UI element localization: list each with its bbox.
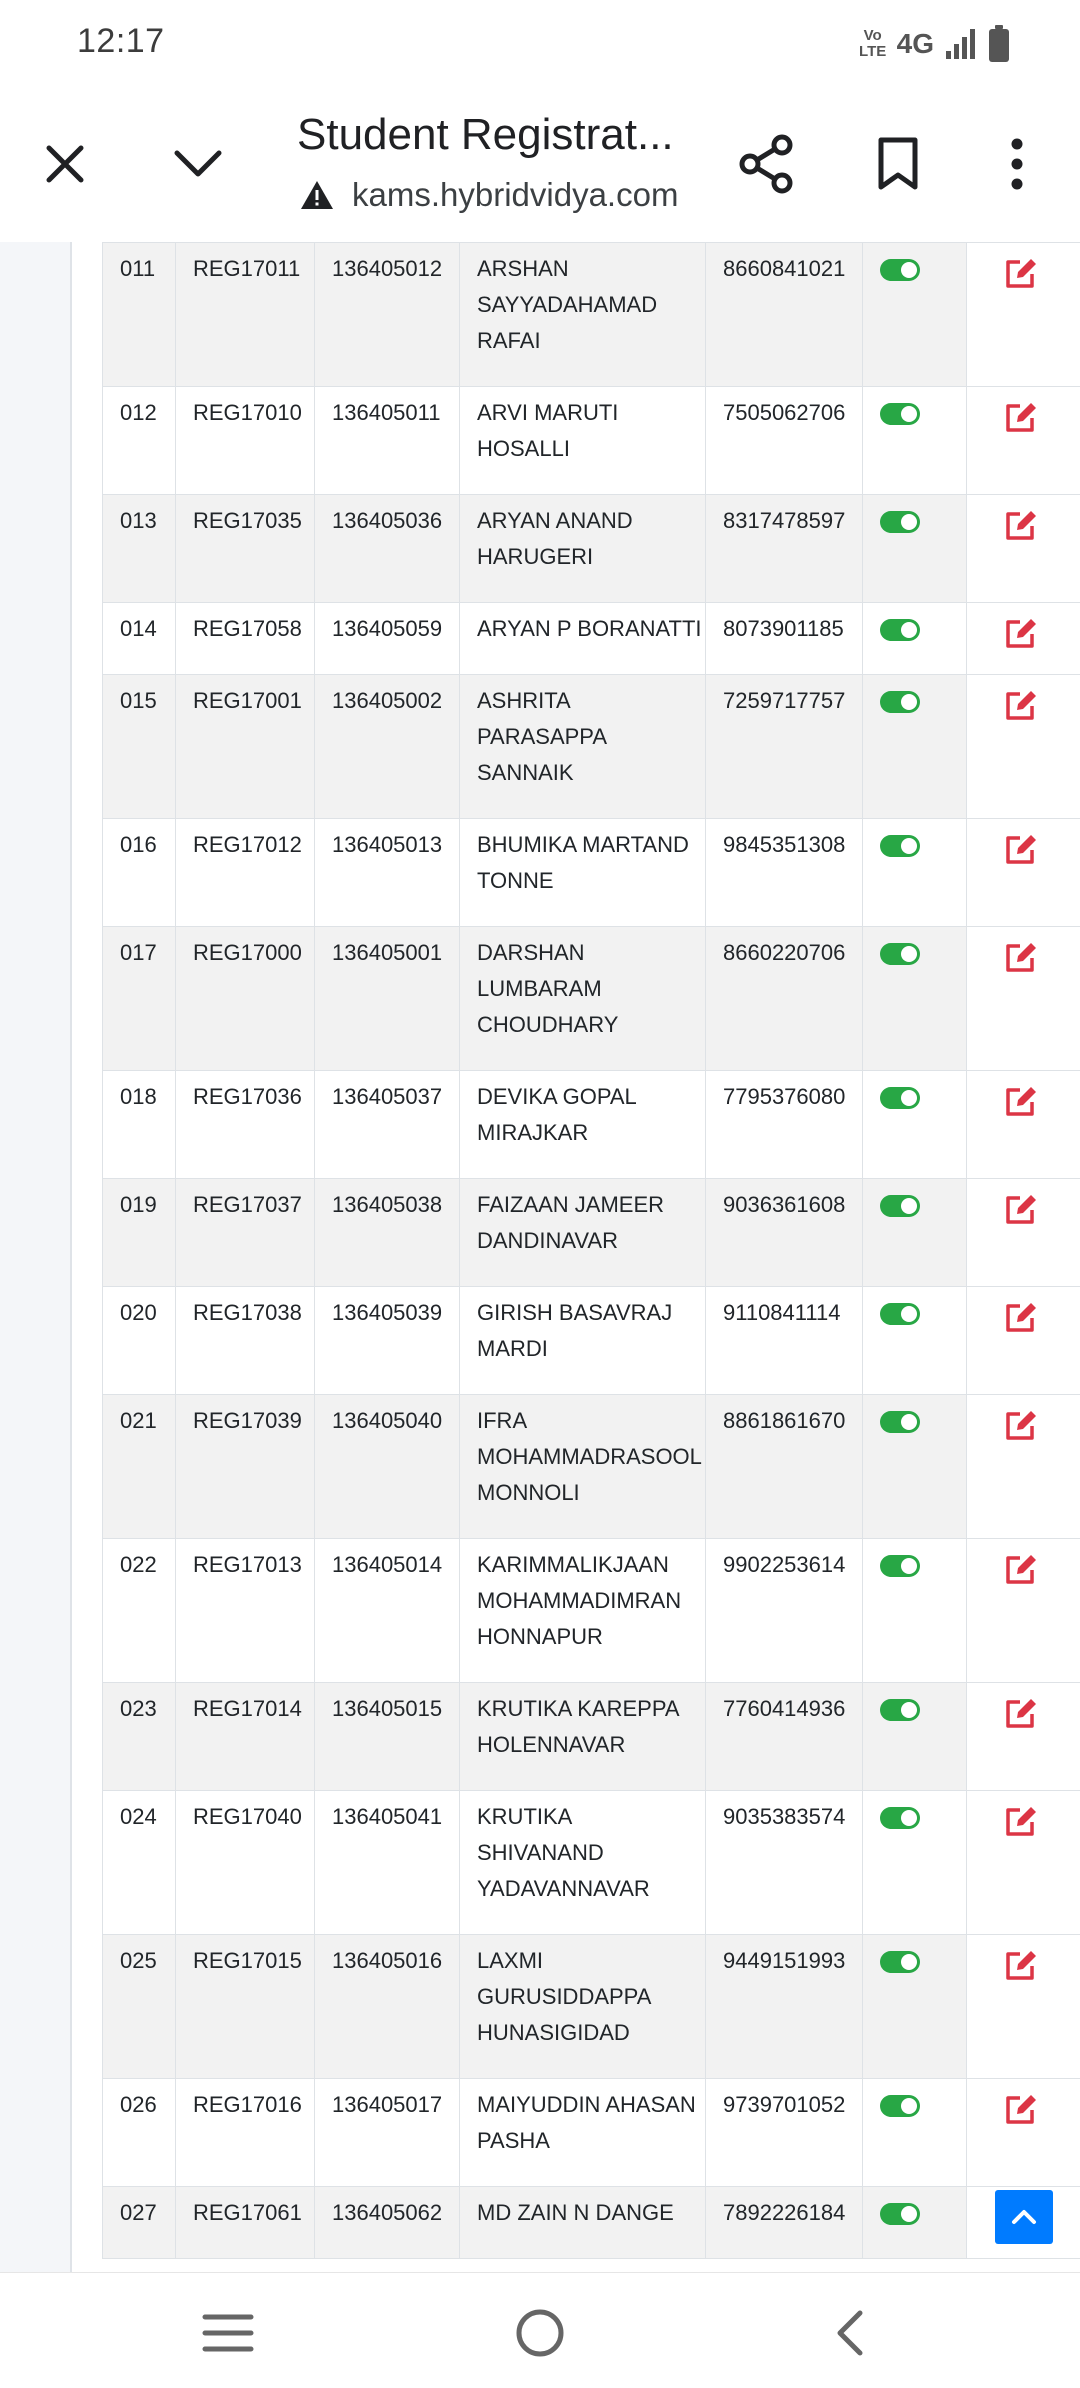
- share-icon: [738, 134, 794, 194]
- table-row: [103, 1287, 1080, 1395]
- student-name-cell: [460, 1683, 706, 1791]
- student-name-line: ARYAN P BORANATTI: [477, 616, 702, 641]
- student-name-line: LUMBARAM: [477, 976, 602, 1001]
- back-chevron-icon: [835, 2310, 865, 2356]
- edit-icon[interactable]: [1004, 1301, 1038, 1344]
- serial-number-cell: 014: [103, 603, 176, 675]
- edit-cell: [967, 1935, 1080, 2079]
- warning-icon: [300, 180, 334, 210]
- serial-number-cell: 024: [103, 1791, 176, 1935]
- home-circle-icon: [515, 2308, 565, 2358]
- table-row: [103, 603, 1080, 675]
- edit-cell: [967, 927, 1080, 1071]
- registration-id-cell: REG17058: [176, 603, 315, 675]
- serial-number-cell: 016: [103, 819, 176, 927]
- student-number-cell: 136405036: [315, 495, 460, 603]
- status-toggle[interactable]: [880, 1411, 920, 1433]
- student-name-line: IFRA: [477, 1408, 528, 1433]
- edit-icon[interactable]: [1004, 833, 1038, 876]
- student-name-line: HONNAPUR: [477, 1624, 603, 1649]
- edit-cell: [967, 387, 1080, 495]
- table-row: [103, 1683, 1080, 1791]
- status-time: 12:17: [77, 22, 165, 60]
- student-name-line: GIRISH BASAVRAJ: [477, 1300, 673, 1325]
- student-number-cell: 136405062: [315, 2187, 460, 2259]
- status-cell: [863, 1071, 967, 1179]
- status-cell: [863, 387, 967, 495]
- status-cell: [863, 927, 967, 1071]
- status-toggle[interactable]: [880, 403, 920, 425]
- phone-cell: 7795376080: [706, 1071, 863, 1179]
- status-cell: [863, 1935, 967, 2079]
- student-number-cell: 136405014: [315, 1539, 460, 1683]
- registration-id-cell: REG17040: [176, 1791, 315, 1935]
- student-number-cell: 136405040: [315, 1395, 460, 1539]
- registration-id-cell: REG17001: [176, 675, 315, 819]
- registration-id-cell: REG17037: [176, 1179, 315, 1287]
- student-name-line: YADAVANNAVAR: [477, 1876, 650, 1901]
- toggle-knob: [901, 622, 917, 638]
- status-toggle[interactable]: [880, 691, 920, 713]
- edit-icon[interactable]: [1004, 1193, 1038, 1236]
- edit-icon[interactable]: [1004, 509, 1038, 552]
- status-toggle[interactable]: [880, 1555, 920, 1577]
- serial-number-cell: 019: [103, 1179, 176, 1287]
- status-cell: [863, 1179, 967, 1287]
- chevron-up-icon: [1011, 2209, 1037, 2225]
- toggle-knob: [901, 514, 917, 530]
- student-name-line: ARVI MARUTI: [477, 400, 619, 425]
- phone-cell: 9036361608: [706, 1179, 863, 1287]
- student-name-line: MIRAJKAR: [477, 1120, 589, 1145]
- status-cell: [863, 1791, 967, 1935]
- status-cell: [863, 819, 967, 927]
- status-toggle[interactable]: [880, 835, 920, 857]
- table-row: [103, 1539, 1080, 1683]
- edit-cell: [967, 1179, 1080, 1287]
- page-url-row[interactable]: [300, 176, 678, 214]
- student-table: [102, 242, 1080, 2259]
- toggle-knob: [901, 1558, 917, 1574]
- edit-icon[interactable]: [1004, 1409, 1038, 1452]
- status-toggle[interactable]: [880, 2095, 920, 2117]
- student-name-cell: [460, 675, 706, 819]
- status-toggle[interactable]: [880, 943, 920, 965]
- student-name-line: MAIYUDDIN AHASAN: [477, 2092, 696, 2117]
- share-button[interactable]: [726, 124, 806, 204]
- student-name-line: HARUGERI: [477, 544, 594, 569]
- edit-cell: [967, 819, 1080, 927]
- registration-id-cell: REG17035: [176, 495, 315, 603]
- edit-icon[interactable]: [1004, 1697, 1038, 1740]
- serial-number-cell: 015: [103, 675, 176, 819]
- registration-id-cell: REG17013: [176, 1539, 315, 1683]
- phone-cell: 8317478597: [706, 495, 863, 603]
- table-row: [103, 675, 1080, 819]
- student-name-line: MONNOLI: [477, 1480, 580, 1505]
- student-name-cell: [460, 603, 706, 675]
- table-row: [103, 927, 1080, 1071]
- phone-cell: 9845351308: [706, 819, 863, 927]
- phone-cell: 8861861670: [706, 1395, 863, 1539]
- registration-id-cell: REG17036: [176, 1071, 315, 1179]
- student-name-line: ARSHAN: [477, 256, 569, 281]
- edit-icon[interactable]: [1004, 1085, 1038, 1128]
- edit-cell: [967, 603, 1080, 675]
- table-row: [103, 387, 1080, 495]
- status-cell: [863, 675, 967, 819]
- status-cell: [863, 1539, 967, 1683]
- status-toggle[interactable]: [880, 1807, 920, 1829]
- minimize-button[interactable]: [158, 124, 238, 204]
- student-name-cell: [460, 495, 706, 603]
- table-row: [103, 1935, 1080, 2079]
- student-name-cell: [460, 1287, 706, 1395]
- serial-number-cell: 012: [103, 387, 176, 495]
- recents-menu-icon: [202, 2312, 254, 2354]
- serial-number-cell: 027: [103, 2187, 176, 2259]
- registration-id-cell: REG17014: [176, 1683, 315, 1791]
- edit-icon[interactable]: [1004, 2093, 1038, 2136]
- student-number-cell: 136405015: [315, 1683, 460, 1791]
- toggle-knob: [901, 694, 917, 710]
- status-cell: [863, 1683, 967, 1791]
- serial-number-cell: 013: [103, 495, 176, 603]
- serial-number-cell: 022: [103, 1539, 176, 1683]
- status-cell: [863, 2079, 967, 2187]
- scroll-to-top-button[interactable]: [995, 2190, 1053, 2244]
- phone-cell: 9739701052: [706, 2079, 863, 2187]
- status-toggle[interactable]: [880, 619, 920, 641]
- registration-id-cell: REG17010: [176, 387, 315, 495]
- toggle-knob: [901, 406, 917, 422]
- edit-icon[interactable]: [1004, 1553, 1038, 1596]
- more-vert-icon: [1010, 138, 1024, 190]
- table-row: [103, 1179, 1080, 1287]
- toggle-knob: [901, 1702, 917, 1718]
- toggle-knob: [901, 838, 917, 854]
- student-name-cell: [460, 1395, 706, 1539]
- status-cell: [863, 603, 967, 675]
- home-button[interactable]: [500, 2293, 580, 2373]
- close-icon: [43, 142, 87, 186]
- status-toggle[interactable]: [880, 1303, 920, 1325]
- edit-cell: [967, 675, 1080, 819]
- status-cell: [863, 2187, 967, 2259]
- table-row: [103, 819, 1080, 927]
- student-name-cell: [460, 2187, 706, 2259]
- serial-number-cell: 011: [103, 243, 176, 387]
- status-icons: [859, 22, 1010, 66]
- table-row: [103, 2187, 1080, 2259]
- close-button[interactable]: [25, 124, 105, 204]
- more-options-button[interactable]: [977, 124, 1057, 204]
- student-name-line: TONNE: [477, 868, 554, 893]
- serial-number-cell: 017: [103, 927, 176, 1071]
- student-name-line: DANDINAVAR: [477, 1228, 618, 1253]
- edit-cell: [967, 1539, 1080, 1683]
- chevron-down-icon: [173, 149, 223, 179]
- student-name-cell: [460, 1791, 706, 1935]
- edit-cell: [967, 1395, 1080, 1539]
- student-number-cell: 136405016: [315, 1935, 460, 2079]
- toggle-knob: [901, 1198, 917, 1214]
- browser-toolbar: [0, 86, 1080, 244]
- status-toggle[interactable]: [880, 259, 920, 281]
- student-number-cell: 136405001: [315, 927, 460, 1071]
- student-number-cell: 136405002: [315, 675, 460, 819]
- student-name-line: MARDI: [477, 1336, 548, 1361]
- phone-cell: 7259717757: [706, 675, 863, 819]
- student-number-cell: 136405017: [315, 2079, 460, 2187]
- page-content[interactable]: [0, 242, 1080, 2272]
- toggle-knob: [901, 1414, 917, 1430]
- student-name-line: BHUMIKA MARTAND: [477, 832, 689, 857]
- student-name-line: HOSALLI: [477, 436, 570, 461]
- phone-cell: 7892226184: [706, 2187, 863, 2259]
- student-name-line: PASHA: [477, 2128, 550, 2153]
- student-name-line: RAFAI: [477, 328, 541, 353]
- serial-number-cell: 018: [103, 1071, 176, 1179]
- toggle-knob: [901, 1810, 917, 1826]
- student-number-cell: 136405012: [315, 243, 460, 387]
- table-row: [103, 1071, 1080, 1179]
- edit-icon[interactable]: [1004, 689, 1038, 732]
- edit-cell: [967, 2079, 1080, 2187]
- student-name-line: ARYAN ANAND: [477, 508, 633, 533]
- volte-icon: Vo LTE: [859, 27, 887, 60]
- phone-cell: 8073901185: [706, 603, 863, 675]
- registration-id-cell: REG17016: [176, 2079, 315, 2187]
- status-bar: [0, 0, 1080, 86]
- serial-number-cell: 021: [103, 1395, 176, 1539]
- student-name-line: KRUTIKA KAREPPA: [477, 1696, 680, 1721]
- table-row: [103, 1395, 1080, 1539]
- serial-number-cell: 020: [103, 1287, 176, 1395]
- edit-icon[interactable]: [1004, 1805, 1038, 1848]
- student-number-cell: 136405041: [315, 1791, 460, 1935]
- status-cell: [863, 243, 967, 387]
- student-name-cell: [460, 1539, 706, 1683]
- edit-icon[interactable]: [1004, 257, 1038, 300]
- toggle-knob: [901, 2098, 917, 2114]
- registration-id-cell: REG17015: [176, 1935, 315, 2079]
- edit-cell: [967, 495, 1080, 603]
- student-number-cell: 136405013: [315, 819, 460, 927]
- network-type-label: 4G: [896, 28, 934, 59]
- student-name-cell: [460, 2079, 706, 2187]
- registration-id-cell: REG17012: [176, 819, 315, 927]
- edit-icon[interactable]: [1004, 941, 1038, 984]
- status-cell: [863, 1395, 967, 1539]
- student-name-line: SANNAIK: [477, 760, 574, 785]
- student-name-line: LAXMI: [477, 1948, 544, 1973]
- edit-cell: [967, 1791, 1080, 1935]
- status-toggle[interactable]: [880, 2203, 920, 2225]
- edit-icon[interactable]: [1004, 617, 1038, 660]
- status-toggle[interactable]: [880, 1699, 920, 1721]
- edit-icon[interactable]: [1004, 1949, 1038, 1992]
- student-name-line: FAIZAAN JAMEER: [477, 1192, 665, 1217]
- page-url: kams.hybridvidya.com: [352, 176, 679, 213]
- student-name-line: GURUSIDDAPPA: [477, 1984, 652, 2009]
- registration-id-cell: REG17061: [176, 2187, 315, 2259]
- registration-id-cell: REG17011: [176, 243, 315, 387]
- edit-cell: [967, 243, 1080, 387]
- student-name-cell: [460, 387, 706, 495]
- toggle-knob: [901, 262, 917, 278]
- student-name-line: CHOUDHARY: [477, 1012, 619, 1037]
- toggle-knob: [901, 1090, 917, 1106]
- student-name-line: MOHAMMADIMRAN: [477, 1588, 682, 1613]
- serial-number-cell: 023: [103, 1683, 176, 1791]
- student-name-line: ASHRITA: [477, 688, 571, 713]
- student-name-line: SHIVANAND: [477, 1840, 604, 1865]
- registration-id-cell: REG17000: [176, 927, 315, 1071]
- page-title: Student Registrat...: [297, 110, 674, 159]
- bookmark-icon: [877, 137, 919, 191]
- table-row: [103, 1791, 1080, 1935]
- signal-icon: [944, 27, 978, 61]
- student-number-cell: 136405037: [315, 1071, 460, 1179]
- phone-cell: 7505062706: [706, 387, 863, 495]
- student-number-cell: 136405038: [315, 1179, 460, 1287]
- phone-cell: 8660220706: [706, 927, 863, 1071]
- student-name-line: SAYYADAHAMAD: [477, 292, 658, 317]
- student-name-line: PARASAPPA: [477, 724, 608, 749]
- student-name-line: DEVIKA GOPAL: [477, 1084, 637, 1109]
- phone-cell: 8660841021: [706, 243, 863, 387]
- student-name-line: MD ZAIN N DANGE: [477, 2200, 674, 2225]
- status-toggle[interactable]: [880, 1195, 920, 1217]
- table-row: [103, 2079, 1080, 2187]
- student-name-line: DARSHAN: [477, 940, 585, 965]
- phone-cell: 9035383574: [706, 1791, 863, 1935]
- phone-cell: 9110841114: [706, 1287, 863, 1395]
- student-name-line: HOLENNAVAR: [477, 1732, 626, 1757]
- student-name-cell: [460, 243, 706, 387]
- student-number-cell: 136405011: [315, 387, 460, 495]
- edit-icon[interactable]: [1004, 401, 1038, 444]
- toggle-knob: [901, 1954, 917, 1970]
- phone-cell: 9902253614: [706, 1539, 863, 1683]
- edit-cell: [967, 1287, 1080, 1395]
- serial-number-cell: 026: [103, 2079, 176, 2187]
- status-toggle[interactable]: [880, 1951, 920, 1973]
- student-name-line: MOHAMMADRASOOL: [477, 1444, 702, 1469]
- student-name-line: KARIMMALIKJAAN: [477, 1552, 669, 1577]
- back-button[interactable]: [810, 2293, 890, 2373]
- phone-cell: 7760414936: [706, 1683, 863, 1791]
- toggle-knob: [901, 2206, 917, 2222]
- edit-cell: [967, 1683, 1080, 1791]
- bookmark-button[interactable]: [858, 124, 938, 204]
- toggle-knob: [901, 1306, 917, 1322]
- battery-icon: [988, 25, 1010, 63]
- toggle-knob: [901, 946, 917, 962]
- side-panel: [0, 242, 72, 2272]
- student-name-cell: [460, 927, 706, 1071]
- table-row: [103, 243, 1080, 387]
- registration-id-cell: REG17038: [176, 1287, 315, 1395]
- status-toggle[interactable]: [880, 511, 920, 533]
- status-cell: [863, 495, 967, 603]
- status-cell: [863, 1287, 967, 1395]
- status-toggle[interactable]: [880, 1087, 920, 1109]
- student-name-cell: [460, 1071, 706, 1179]
- student-name-line: KRUTIKA: [477, 1804, 573, 1829]
- serial-number-cell: 025: [103, 1935, 176, 2079]
- phone-cell: 9449151993: [706, 1935, 863, 2079]
- student-number-cell: 136405039: [315, 1287, 460, 1395]
- student-name-cell: [460, 1935, 706, 2079]
- recents-button[interactable]: [188, 2293, 268, 2373]
- edit-cell: [967, 1071, 1080, 1179]
- table-row: [103, 495, 1080, 603]
- student-name-cell: [460, 819, 706, 927]
- student-name-line: HUNASIGIDAD: [477, 2020, 630, 2045]
- student-number-cell: 136405059: [315, 603, 460, 675]
- system-nav-bar: [0, 2272, 1080, 2388]
- registration-id-cell: REG17039: [176, 1395, 315, 1539]
- student-name-cell: [460, 1179, 706, 1287]
